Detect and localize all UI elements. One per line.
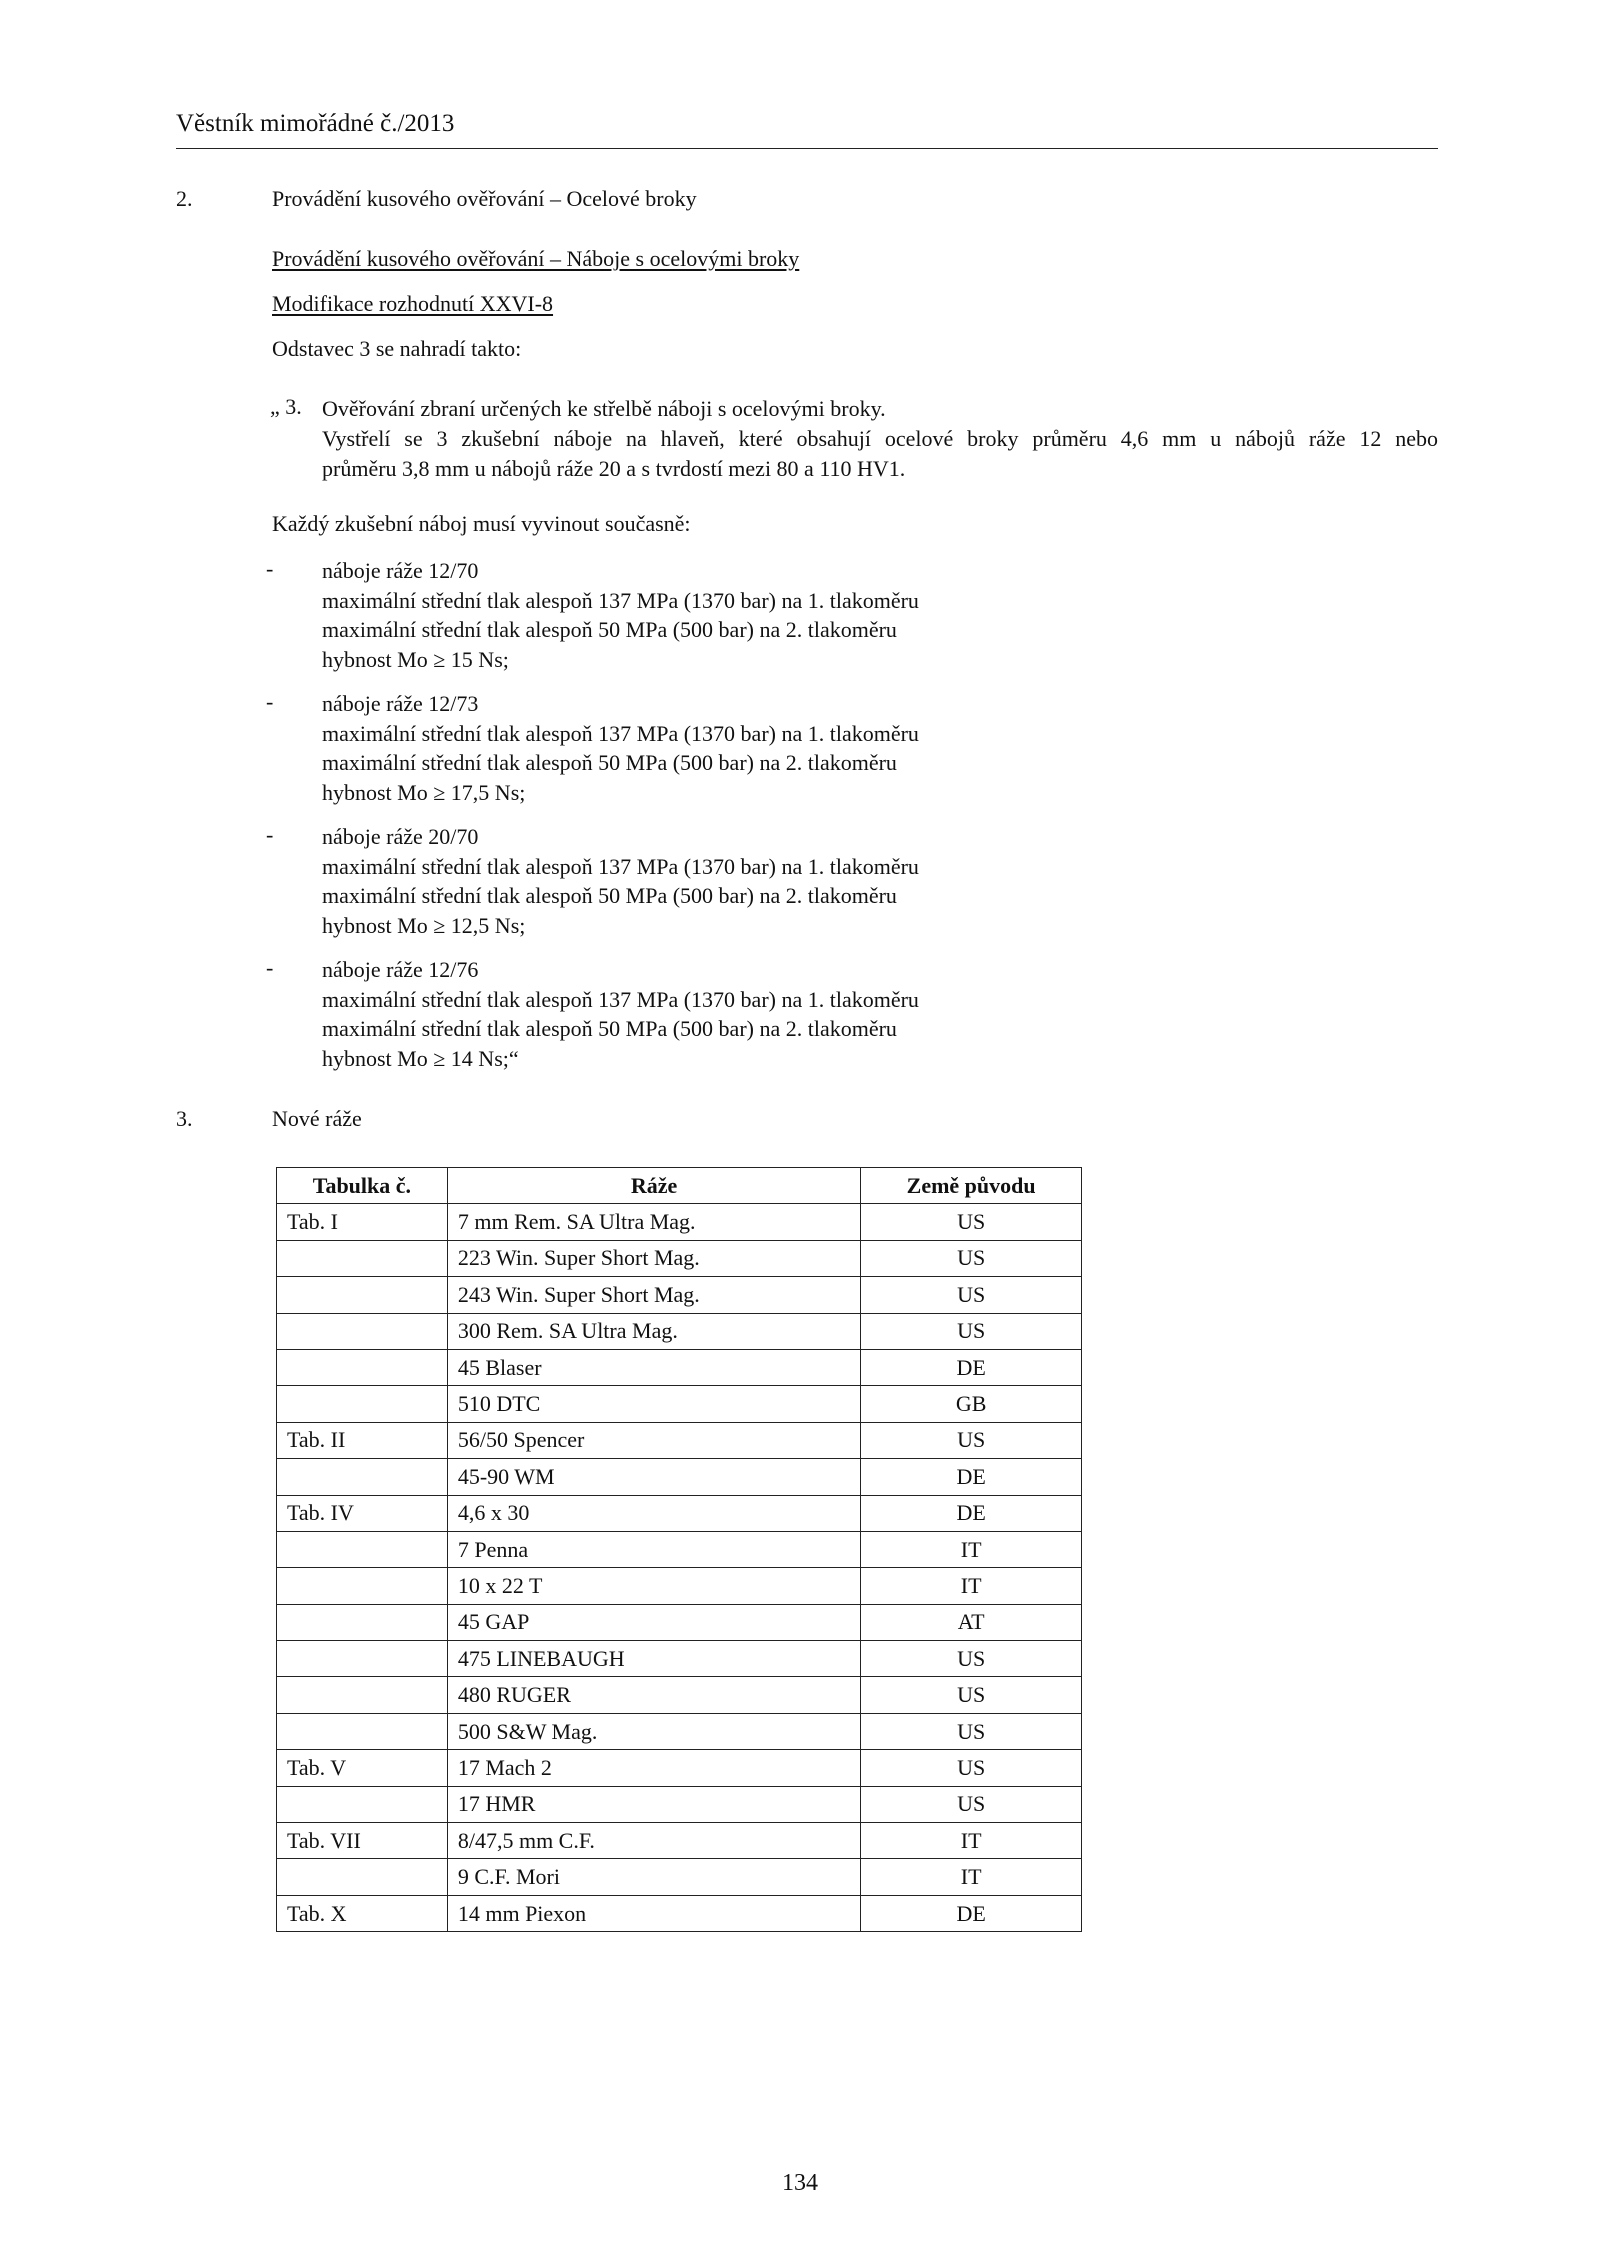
cell-country: US [861, 1786, 1082, 1822]
list-dash: - [266, 955, 274, 980]
cell-country: US [861, 1277, 1082, 1313]
section-3-title: Nové ráže [272, 1106, 362, 1131]
momentum-line: hybnost Mo ≥ 14 Ns;“ [322, 1045, 519, 1071]
list-item [322, 955, 919, 1073]
cell-caliber: 4,6 x 30 [447, 1495, 860, 1531]
caliber-line: náboje ráže 12/76 [322, 957, 479, 982]
cell-table-no: Tab. II [277, 1422, 448, 1458]
quoted-paragraph [322, 394, 1438, 484]
table-row [277, 1313, 1082, 1349]
cell-country: US [861, 1204, 1082, 1240]
header-country: Země původu [861, 1168, 1082, 1204]
cell-caliber: 9 C.F. Mori [447, 1859, 860, 1895]
page-header [176, 110, 1438, 149]
momentum-line: hybnost Mo ≥ 17,5 Ns; [322, 779, 526, 805]
cell-country: US [861, 1641, 1082, 1677]
table-row [277, 1823, 1082, 1859]
table-row [277, 1495, 1082, 1531]
caliber-line: náboje ráže 20/70 [322, 824, 479, 849]
cell-table-no [277, 1713, 448, 1749]
quote-line-3: průměru 3,8 mm u nábojů ráže 20 a s tvrdostí mezi 80 a 110 HV1. [322, 456, 906, 481]
cell-country: IT [861, 1568, 1082, 1604]
table-row [277, 1240, 1082, 1276]
cell-caliber: 56/50 Spencer [447, 1422, 860, 1458]
table-row [277, 1713, 1082, 1749]
list-dash: - [266, 556, 274, 581]
section-2-intro: Odstavec 3 se nahradí takto: [272, 336, 522, 361]
caliber-line: náboje ráže 12/73 [322, 691, 479, 716]
cell-table-no [277, 1240, 448, 1276]
cell-caliber: 475 LINEBAUGH [447, 1641, 860, 1677]
calibers-table [276, 1167, 1082, 1932]
pressure-line-1: maximální střední tlak alespoň 137 MPa (1370 bar) na 1. tlakoměru [322, 986, 919, 1012]
pressure-line-1: maximální střední tlak alespoň 137 MPa (1370 bar) na 1. tlakoměru [322, 587, 919, 613]
header-title: Věstník mimořádné č./2013 [176, 110, 455, 137]
section-3-number: 3. [176, 1106, 193, 1131]
table-row [277, 1204, 1082, 1240]
cell-country: IT [861, 1823, 1082, 1859]
cell-country: GB [861, 1386, 1082, 1422]
cell-table-no [277, 1568, 448, 1604]
cell-table-no [277, 1349, 448, 1385]
pressure-line-2: maximální střední tlak alespoň 50 MPa (500 bar) na 2. tlakoměru [322, 750, 897, 775]
cell-country: DE [861, 1349, 1082, 1385]
cell-caliber: 8/47,5 mm C.F. [447, 1823, 860, 1859]
cell-caliber: 223 Win. Super Short Mag. [447, 1240, 860, 1276]
pressure-line-2: maximální střední tlak alespoň 50 MPa (500 bar) na 2. tlakoměru [322, 883, 897, 908]
cell-table-no: Tab. IV [277, 1495, 448, 1531]
quote-line-1: Ověřování zbraní určených ke střelbě náboji s ocelovými broky. [322, 396, 886, 421]
table-row [277, 1859, 1082, 1895]
cell-table-no [277, 1786, 448, 1822]
requirement-text: Každý zkušební náboj musí vyvinout současně: [272, 511, 691, 536]
cell-country: DE [861, 1895, 1082, 1931]
cell-table-no: Tab. V [277, 1750, 448, 1786]
cell-country: US [861, 1240, 1082, 1276]
table-row [277, 1750, 1082, 1786]
cell-country: IT [861, 1859, 1082, 1895]
table-row [277, 1641, 1082, 1677]
cell-country: IT [861, 1531, 1082, 1567]
table-row [277, 1677, 1082, 1713]
cell-table-no [277, 1277, 448, 1313]
pressure-line-2: maximální střední tlak alespoň 50 MPa (500 bar) na 2. tlakoměru [322, 617, 897, 642]
cell-country: US [861, 1750, 1082, 1786]
cell-caliber: 480 RUGER [447, 1677, 860, 1713]
cell-table-no [277, 1531, 448, 1567]
cell-country: AT [861, 1604, 1082, 1640]
cell-country: US [861, 1422, 1082, 1458]
list-item [322, 556, 919, 674]
cell-table-no [277, 1386, 448, 1422]
cell-country: DE [861, 1495, 1082, 1531]
page-number: 134 [782, 2170, 818, 2196]
cell-caliber: 243 Win. Super Short Mag. [447, 1277, 860, 1313]
modification-reference: Modifikace rozhodnutí XXVI-8 [272, 291, 554, 316]
cell-caliber: 7 mm Rem. SA Ultra Mag. [447, 1204, 860, 1240]
pressure-line-2: maximální střední tlak alespoň 50 MPa (500 bar) na 2. tlakoměru [322, 1016, 897, 1041]
cell-table-no [277, 1859, 448, 1895]
section-2-number: 2. [176, 186, 193, 211]
cell-caliber: 300 Rem. SA Ultra Mag. [447, 1313, 860, 1349]
list-dash: - [266, 822, 274, 847]
cell-caliber: 45-90 WM [447, 1459, 860, 1495]
cell-country: US [861, 1677, 1082, 1713]
header-caliber: Ráže [447, 1168, 860, 1204]
list-item [322, 689, 919, 807]
table-row [277, 1422, 1082, 1458]
cell-caliber: 10 x 22 T [447, 1568, 860, 1604]
momentum-line: hybnost Mo ≥ 12,5 Ns; [322, 912, 526, 938]
cell-table-no [277, 1641, 448, 1677]
pressure-line-1: maximální střední tlak alespoň 137 MPa (1370 bar) na 1. tlakoměru [322, 853, 919, 879]
momentum-line: hybnost Mo ≥ 15 Ns; [322, 646, 509, 672]
cell-caliber: 17 HMR [447, 1786, 860, 1822]
header-table-no: Tabulka č. [277, 1168, 448, 1204]
table-row [277, 1604, 1082, 1640]
cell-table-no [277, 1459, 448, 1495]
cell-caliber: 7 Penna [447, 1531, 860, 1567]
table-row [277, 1531, 1082, 1567]
quote-line-2: Vystřelí se 3 zkušební náboje na hlaveň, které obsahují ocelové broky průměru 4,6 mm u nábojů ráže 12 nebo [322, 426, 1438, 451]
caliber-line: náboje ráže 12/70 [322, 558, 479, 583]
cell-caliber: 17 Mach 2 [447, 1750, 860, 1786]
pressure-line-1: maximální střední tlak alespoň 137 MPa (1370 bar) na 1. tlakoměru [322, 720, 919, 746]
cell-country: US [861, 1313, 1082, 1349]
cell-caliber: 510 DTC [447, 1386, 860, 1422]
section-2-title: Provádění kusového ověřování – Ocelové broky [272, 186, 697, 211]
section-2-subtitle: Provádění kusového ověřování – Náboje s ocelovými broky [272, 246, 800, 271]
cell-table-no: Tab. I [277, 1204, 448, 1240]
cell-country: US [861, 1713, 1082, 1749]
table-row [277, 1895, 1082, 1931]
table-row [277, 1786, 1082, 1822]
table-row [277, 1349, 1082, 1385]
cell-table-no: Tab. X [277, 1895, 448, 1931]
cell-caliber: 45 Blaser [447, 1349, 860, 1385]
cell-caliber: 45 GAP [447, 1604, 860, 1640]
table-row [277, 1386, 1082, 1422]
table-body [277, 1204, 1082, 1932]
table-header-row [277, 1168, 1082, 1204]
table-row [277, 1277, 1082, 1313]
cell-country: DE [861, 1459, 1082, 1495]
cell-table-no [277, 1604, 448, 1640]
cell-caliber: 14 mm Piexon [447, 1895, 860, 1931]
table-row [277, 1459, 1082, 1495]
list-dash: - [266, 689, 274, 714]
cell-table-no [277, 1313, 448, 1349]
quote-marker: „ 3. [270, 394, 302, 419]
cell-table-no [277, 1677, 448, 1713]
cell-caliber: 500 S&W Mag. [447, 1713, 860, 1749]
cell-table-no: Tab. VII [277, 1823, 448, 1859]
list-item [322, 822, 919, 940]
table-row [277, 1568, 1082, 1604]
